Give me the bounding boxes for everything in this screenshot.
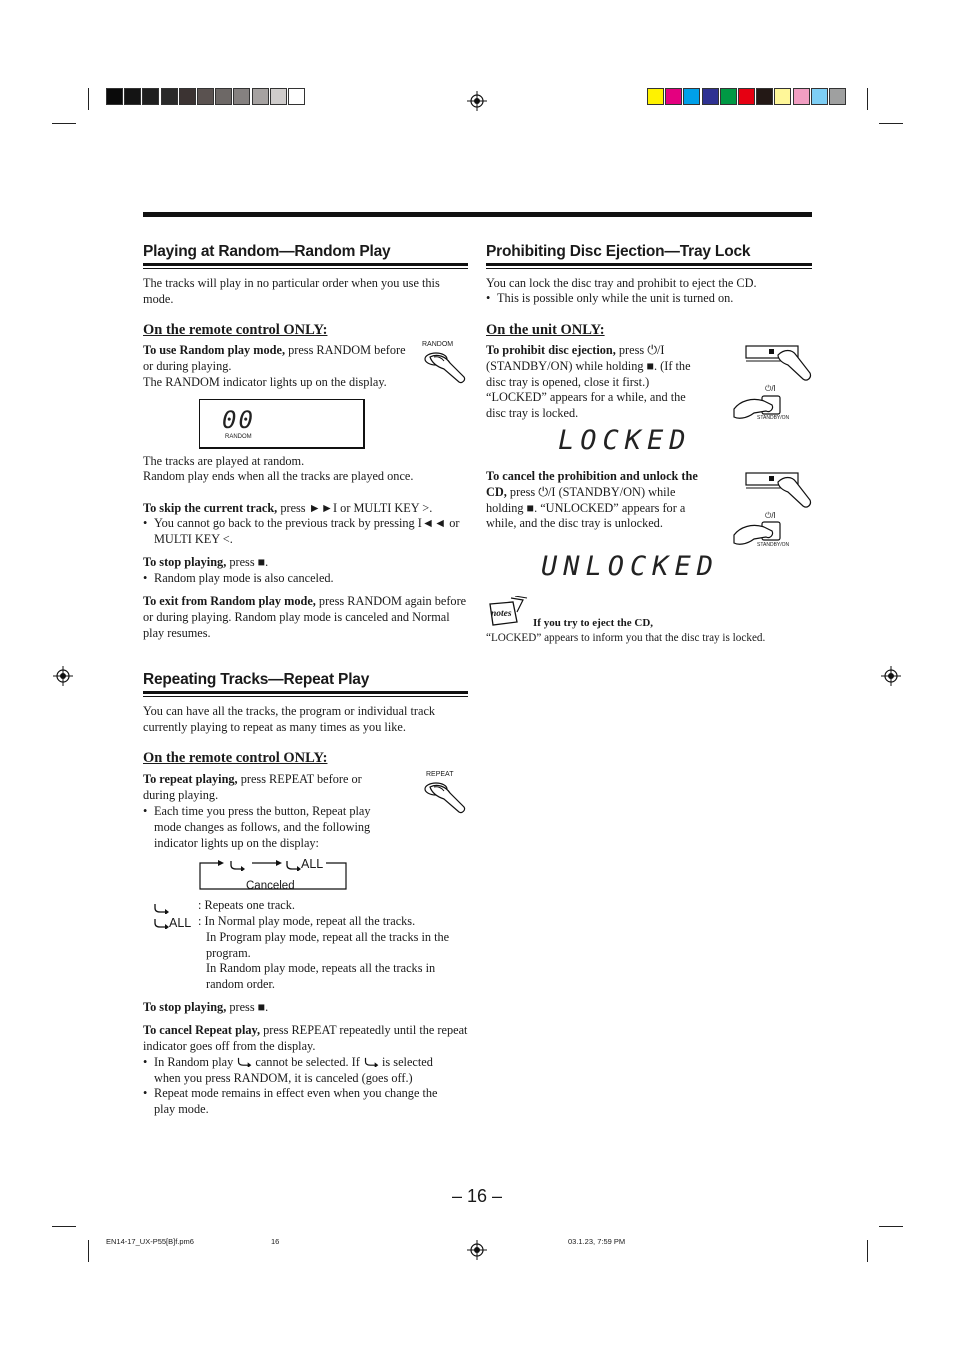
finger-press-icon (420, 349, 472, 385)
crop-mark (879, 1226, 903, 1227)
registration-mark-icon (467, 91, 487, 111)
crop-mark (52, 123, 76, 124)
color-swatch (665, 88, 682, 105)
display-random-label: RANDOM (225, 434, 252, 440)
finger-press-icon (420, 779, 472, 815)
repeat-one-icon (153, 902, 169, 914)
stop-button-press-icon (744, 470, 812, 510)
random-skip-instruction: To skip the current track, press ►►I or MULTI KEY >. (143, 501, 433, 515)
random-exit-instruction: To exit from Random play mode, press RANDOM again before or during playing. Random play mode is canceled and Normal play resumes. (143, 594, 467, 640)
color-swatch (793, 88, 810, 105)
repeat-all-icon (153, 917, 169, 929)
unlocked-display: UNLOCKED (541, 551, 720, 582)
tray-intro: You can lock the disc tray and prohibit to eject the CD. (486, 276, 757, 290)
heading-rule (143, 263, 468, 266)
heading-rule (486, 268, 812, 269)
locked-display: LOCKED (558, 425, 692, 456)
standby-symbol: ⏻/I (765, 511, 776, 520)
footer-date: 03.1.23, 7:59 PM (568, 1237, 626, 1246)
color-swatch (683, 88, 700, 105)
heading-rule (143, 696, 468, 697)
gray-swatch (270, 88, 287, 105)
repeat-instruction: To repeat playing, press REPEAT before or during playing. (143, 772, 362, 802)
repeat-button-label: REPEAT (426, 771, 454, 778)
random-display-panel (199, 399, 365, 449)
color-swatch (647, 88, 664, 105)
repeat-mode-bullet: • Each time you press the button, Repeat play mode changes as follows, and the following indicator lights up on the display: (143, 804, 371, 850)
random-remote-heading: On the remote control ONLY: (143, 322, 328, 338)
crop-mark (52, 1226, 76, 1227)
repeat-random-bullet: • In Random play cannot be selected. If is selected when you press RANDOM, it is canceled (goes off.) (143, 1055, 433, 1085)
gray-swatch (197, 88, 214, 105)
note-text: “LOCKED” appears to inform you that the disc tray is locked. (486, 632, 766, 644)
standby-symbol: ⏻/I (765, 384, 776, 393)
color-swatch (829, 88, 846, 105)
random-stop-instruction: To stop playing, press ■. (143, 555, 269, 569)
cancel-prohibition-instruction: To cancel the prohibition and unlock the CD, press ⏻/I (STANDBY/ON) while holding ■. “UNLOCKED” appears for a while, and the disc tray is unlocked. (486, 469, 698, 531)
random-played-1: The tracks are played at random. (143, 454, 305, 468)
repeat-one-icon (229, 859, 245, 871)
footer-file: EN14-17_UX-P55[B]f.pm6 (106, 1237, 194, 1246)
color-swatch (702, 88, 719, 105)
repeat-all-desc-2: In Program play mode, repeat all the tracks in the program. (206, 930, 450, 960)
gray-swatch (142, 88, 159, 105)
repeat-one-desc: : Repeats one track. (198, 898, 295, 912)
tray-lock-heading: Prohibiting Disc Ejection—Tray Lock (486, 243, 751, 260)
color-swatch (811, 88, 828, 105)
repeat-heading: Repeating Tracks—Repeat Play (143, 671, 370, 688)
crop-mark (867, 88, 868, 110)
random-button-label: RANDOM (422, 341, 454, 348)
random-heading: Playing at Random—Random Play (143, 243, 391, 260)
repeat-mode-bullet-2: • Repeat mode remains in effect even when you change the play mode. (143, 1086, 438, 1116)
standby-label: STANDBY/ON (757, 415, 790, 421)
note-heading: If you try to eject the CD, (533, 617, 654, 629)
gray-swatch (106, 88, 123, 105)
repeat-all-icon (285, 859, 301, 871)
repeat-all-desc-1: : In Normal play mode, repeat all the tracks. (198, 914, 416, 928)
standby-label: STANDBY/ON (757, 542, 790, 548)
repeat-all-symbol: ALL (169, 916, 192, 930)
color-swatch (720, 88, 737, 105)
color-swatch (774, 88, 791, 105)
display-value: 00 (222, 406, 255, 434)
heading-rule (143, 268, 468, 269)
footer-page: 16 (271, 1237, 280, 1246)
crop-mark (88, 88, 89, 110)
top-rule (143, 212, 812, 217)
random-stop-bullet: • Random play mode is also canceled. (143, 571, 334, 585)
notes-label: notes (491, 609, 512, 619)
gray-swatch (252, 88, 269, 105)
repeat-intro: You can have all the tracks, the program or individual track currently playing to repeat as many times as you like. (143, 704, 436, 734)
random-indicator-text: The RANDOM indicator lights up on the display. (143, 375, 387, 389)
random-intro: The tracks will play in no particular order when you use this mode. (143, 276, 440, 306)
repeat-one-icon (363, 1056, 379, 1067)
tray-intro-bullet: • This is possible only while the unit is turned on. (486, 291, 734, 305)
heading-rule (143, 691, 468, 694)
crop-mark (879, 123, 903, 124)
gray-swatch (179, 88, 196, 105)
crop-mark (867, 1240, 868, 1262)
registration-mark-icon (881, 666, 901, 686)
gray-swatch (215, 88, 232, 105)
repeat-cancel-instruction: To cancel Repeat play, press REPEAT repeatedly until the repeat indicator goes off from the display. (143, 1023, 468, 1053)
repeat-remote-heading: On the remote control ONLY: (143, 750, 328, 766)
gray-swatch (233, 88, 250, 105)
repeat-one-icon (236, 1056, 252, 1067)
repeat-stop-instruction: To stop playing, press ■. (143, 1000, 269, 1014)
heading-rule (486, 263, 812, 266)
flow-canceled-label: Canceled (246, 880, 295, 892)
gray-swatch (161, 88, 178, 105)
flow-all-label: ALL (301, 857, 324, 871)
gray-swatch (288, 88, 305, 105)
color-swatch (738, 88, 755, 105)
unit-only-heading: On the unit ONLY: (486, 322, 605, 338)
stop-button-press-icon (744, 343, 812, 383)
registration-mark-icon (53, 666, 73, 686)
random-played-2: Random play ends when all the tracks are played once. (143, 469, 414, 483)
crop-mark (88, 1240, 89, 1262)
repeat-all-desc-3: In Random play mode, repeats all the tracks in random order. (206, 961, 436, 991)
registration-mark-icon (467, 1240, 487, 1260)
page-number: – 16 – (452, 1186, 503, 1206)
color-swatch (756, 88, 773, 105)
random-use-instruction: To use Random play mode, press RANDOM before or during playing. (143, 343, 406, 373)
prohibit-instruction: To prohibit disc ejection, press ⏻/I (STANDBY/ON) while holding ■. (If the disc tray is opened, close it first.) “LOCKED” appears for a while, and the disc tray is locked. (486, 343, 691, 421)
random-skip-bullet: • You cannot go back to the previous track by pressing I◄◄ or MULTI KEY <. (143, 516, 460, 546)
gray-swatch (124, 88, 141, 105)
